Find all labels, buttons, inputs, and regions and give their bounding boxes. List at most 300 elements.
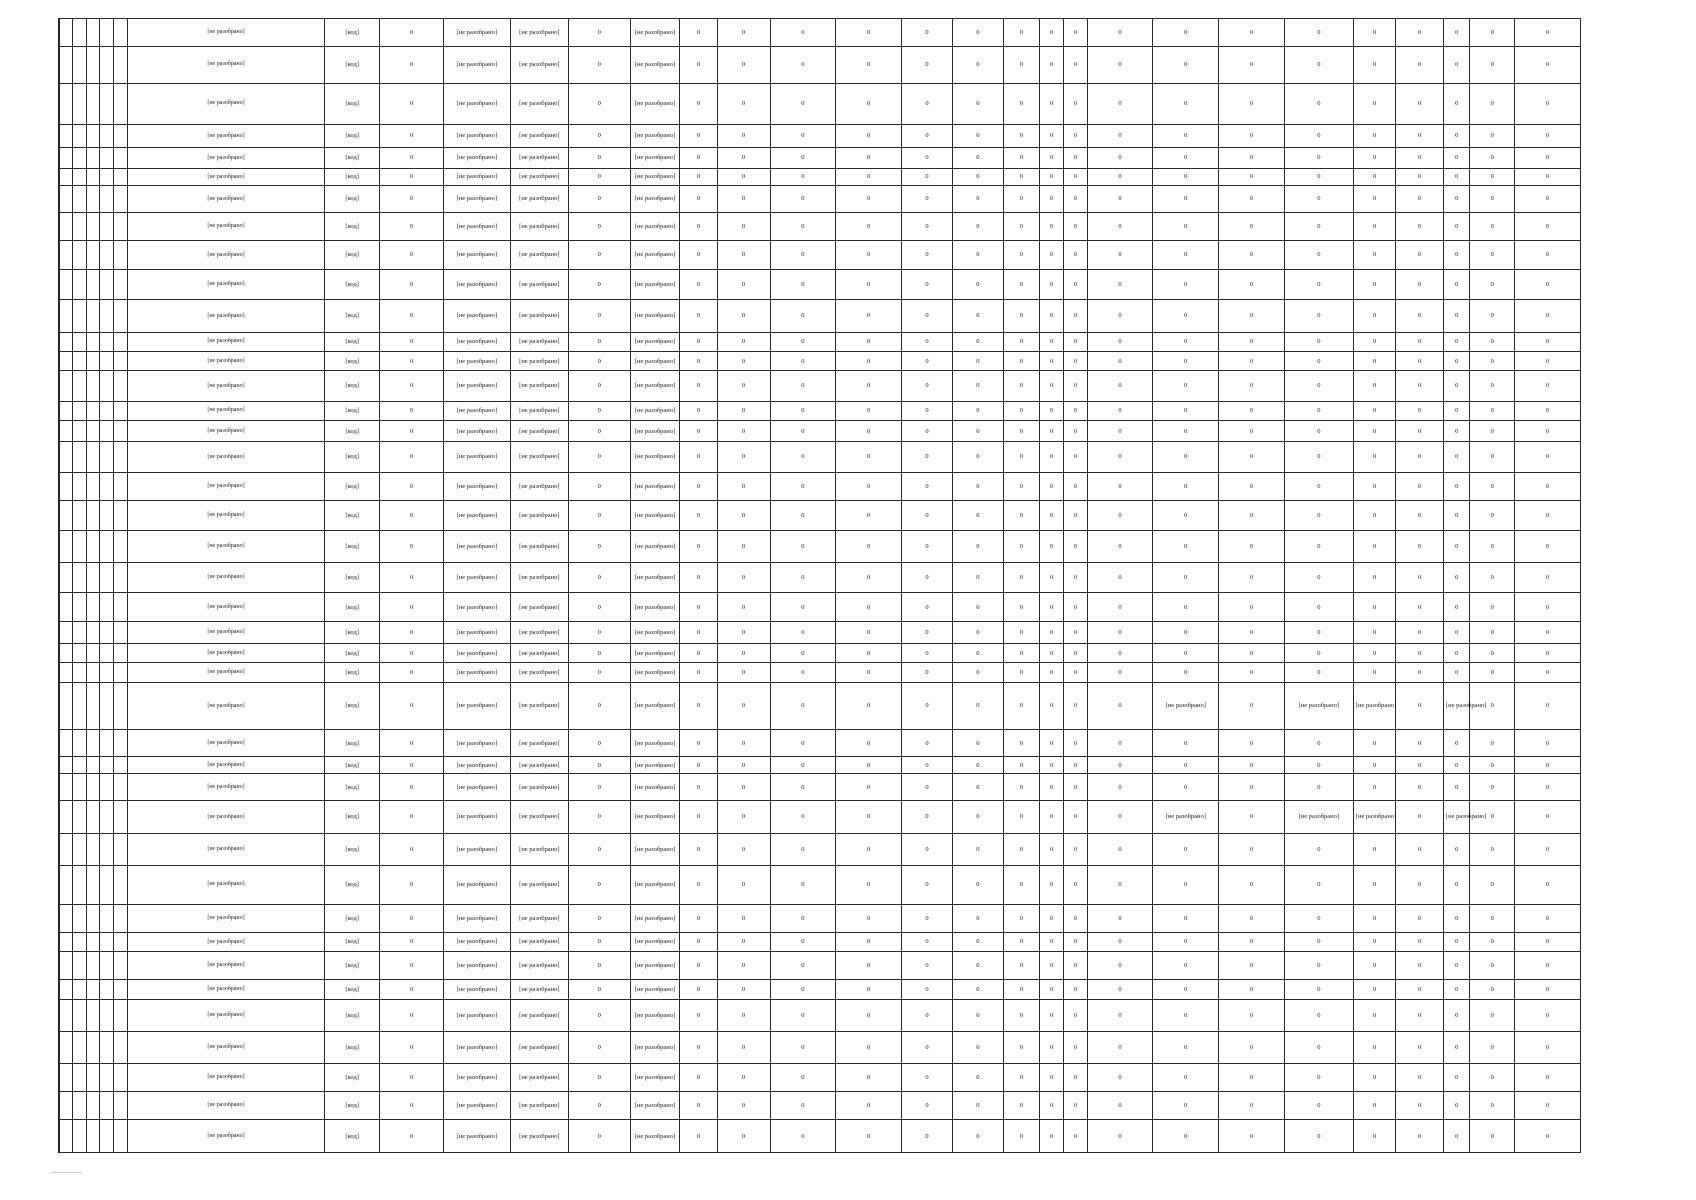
index-cell bbox=[86, 47, 100, 84]
value-cell: 0 bbox=[1396, 472, 1444, 500]
value-cell: 0 bbox=[1396, 442, 1444, 472]
value-cell: 0 bbox=[1003, 270, 1039, 300]
value-cell: [не разобрано] bbox=[510, 186, 568, 213]
value-cell: 0 bbox=[380, 774, 444, 801]
value-cell: 0 bbox=[1443, 500, 1470, 530]
work-name-cell: [не разобрано] bbox=[127, 186, 324, 213]
value-cell: 0 bbox=[1219, 1120, 1285, 1153]
value-cell: 0 bbox=[1003, 124, 1039, 148]
value-cell: 0 bbox=[1353, 999, 1395, 1031]
value-cell: 0 bbox=[1039, 682, 1063, 729]
value-cell: [не разобрано] bbox=[510, 730, 568, 757]
value-cell: 0 bbox=[1284, 904, 1353, 932]
value-cell: 0 bbox=[1284, 212, 1353, 240]
value-cell: 0 bbox=[1515, 1120, 1581, 1153]
value-cell: 0 bbox=[1003, 1120, 1039, 1153]
value-cell: 0 bbox=[680, 730, 717, 757]
index-cell bbox=[114, 442, 128, 472]
value-cell: 0 bbox=[1470, 682, 1515, 729]
index-cell bbox=[114, 1092, 128, 1120]
value-cell: [не разобрано] bbox=[630, 300, 680, 332]
value-cell: 0 bbox=[1064, 212, 1087, 240]
value-cell: 0 bbox=[380, 186, 444, 213]
value-cell: 0 bbox=[1153, 371, 1219, 401]
index-cell bbox=[86, 1064, 100, 1092]
value-cell: 0 bbox=[380, 952, 444, 980]
object-code-cell: [код] bbox=[325, 530, 380, 562]
value-cell: 0 bbox=[380, 240, 444, 269]
value-cell: [не разобрано] bbox=[510, 999, 568, 1031]
index-cell bbox=[86, 371, 100, 401]
value-cell: 0 bbox=[1470, 952, 1515, 980]
value-cell: [не разобрано] bbox=[630, 530, 680, 562]
value-cell: 0 bbox=[1515, 952, 1581, 980]
value-cell: 0 bbox=[680, 865, 717, 904]
value-cell: [не разобрано] bbox=[630, 730, 680, 757]
value-cell: 0 bbox=[1153, 730, 1219, 757]
index-cell bbox=[86, 730, 100, 757]
value-cell: [не разобрано] bbox=[443, 472, 510, 500]
value-cell: 0 bbox=[1470, 593, 1515, 622]
value-cell: 0 bbox=[1087, 801, 1153, 833]
value-cell: 0 bbox=[680, 351, 717, 370]
object-code-cell: [код] bbox=[325, 904, 380, 932]
value-cell: 0 bbox=[1470, 442, 1515, 472]
value-cell: 0 bbox=[1443, 168, 1470, 185]
value-cell: 0 bbox=[1064, 563, 1087, 593]
value-cell: 0 bbox=[1153, 168, 1219, 185]
value-cell: 0 bbox=[717, 730, 770, 757]
value-cell: 0 bbox=[1087, 420, 1153, 442]
value-cell: 0 bbox=[1284, 300, 1353, 332]
value-cell: 0 bbox=[1003, 500, 1039, 530]
value-cell: 0 bbox=[1515, 371, 1581, 401]
value-cell: 0 bbox=[902, 622, 953, 644]
value-cell: 0 bbox=[1219, 1031, 1285, 1063]
value-cell: 0 bbox=[1353, 1092, 1395, 1120]
value-cell: [не разобрано] bbox=[630, 682, 680, 729]
value-cell: [не разобрано] bbox=[510, 563, 568, 593]
value-cell: 0 bbox=[1064, 83, 1087, 124]
value-cell: [не разобрано] bbox=[510, 682, 568, 729]
value-cell: 0 bbox=[1064, 932, 1087, 951]
value-cell: 0 bbox=[1219, 442, 1285, 472]
index-cell bbox=[60, 371, 73, 401]
table-row bbox=[60, 757, 1581, 774]
work-name-cell: [не разобрано] bbox=[127, 148, 324, 168]
table-row bbox=[60, 904, 1581, 932]
value-cell: [не разобрано] bbox=[443, 774, 510, 801]
value-cell: 0 bbox=[1443, 1092, 1470, 1120]
value-cell: 0 bbox=[770, 774, 836, 801]
value-cell: 0 bbox=[1470, 300, 1515, 332]
value-cell: 0 bbox=[1353, 774, 1395, 801]
value-cell: 0 bbox=[680, 593, 717, 622]
value-cell: 0 bbox=[1470, 472, 1515, 500]
value-cell: [не разобрано] bbox=[630, 148, 680, 168]
index-cell bbox=[60, 980, 73, 999]
value-cell: 0 bbox=[836, 332, 902, 351]
value-cell: 0 bbox=[717, 83, 770, 124]
index-cell bbox=[60, 730, 73, 757]
value-cell: 0 bbox=[1353, 332, 1395, 351]
value-cell: 0 bbox=[1039, 904, 1063, 932]
value-cell: [не разобрано] bbox=[443, 1064, 510, 1092]
value-cell: 0 bbox=[1219, 643, 1285, 662]
work-name-cell: [не разобрано] bbox=[127, 371, 324, 401]
value-cell: 0 bbox=[1064, 952, 1087, 980]
index-cell bbox=[114, 472, 128, 500]
value-cell: 0 bbox=[1039, 1092, 1063, 1120]
index-cell bbox=[72, 124, 86, 148]
index-cell bbox=[100, 980, 114, 999]
value-cell: 0 bbox=[1153, 401, 1219, 420]
value-cell: 0 bbox=[1515, 774, 1581, 801]
work-name-cell: [не разобрано] bbox=[127, 833, 324, 865]
value-cell: 0 bbox=[1087, 1031, 1153, 1063]
value-cell: 0 bbox=[380, 300, 444, 332]
value-cell: 0 bbox=[1284, 148, 1353, 168]
value-cell: 0 bbox=[1003, 1092, 1039, 1120]
value-cell: [не разобрано] bbox=[630, 622, 680, 644]
index-cell bbox=[72, 472, 86, 500]
index-cell bbox=[60, 240, 73, 269]
value-cell: [не разобрано] bbox=[510, 774, 568, 801]
value-cell: 0 bbox=[1284, 401, 1353, 420]
index-cell bbox=[86, 801, 100, 833]
value-cell: 0 bbox=[1064, 622, 1087, 644]
value-cell: 0 bbox=[1039, 593, 1063, 622]
value-cell: 0 bbox=[1153, 300, 1219, 332]
index-cell bbox=[60, 47, 73, 84]
value-cell: 0 bbox=[1353, 186, 1395, 213]
value-cell: 0 bbox=[1353, 622, 1395, 644]
value-cell: 0 bbox=[836, 952, 902, 980]
value-cell: 0 bbox=[1515, 300, 1581, 332]
value-cell: 0 bbox=[1039, 83, 1063, 124]
work-name-cell: [не разобрано] bbox=[127, 563, 324, 593]
value-cell: 0 bbox=[1396, 351, 1444, 370]
work-name-cell: [не разобрано] bbox=[127, 774, 324, 801]
index-cell bbox=[72, 904, 86, 932]
value-cell: 0 bbox=[380, 168, 444, 185]
value-cell: 0 bbox=[1515, 932, 1581, 951]
index-cell bbox=[100, 622, 114, 644]
index-cell bbox=[86, 833, 100, 865]
index-cell bbox=[100, 757, 114, 774]
value-cell: 0 bbox=[1219, 865, 1285, 904]
value-cell: 0 bbox=[1284, 420, 1353, 442]
value-cell: 0 bbox=[1064, 643, 1087, 662]
object-code-cell: [код] bbox=[325, 212, 380, 240]
table-row bbox=[60, 401, 1581, 420]
value-cell: 0 bbox=[770, 148, 836, 168]
value-cell: 0 bbox=[1443, 593, 1470, 622]
value-cell: 0 bbox=[569, 332, 631, 351]
value-cell: 0 bbox=[902, 952, 953, 980]
value-cell: 0 bbox=[1219, 240, 1285, 269]
value-cell: [не разобрано] bbox=[510, 47, 568, 84]
value-cell: 0 bbox=[1396, 83, 1444, 124]
value-cell: 0 bbox=[1284, 500, 1353, 530]
value-cell: [не разобрано] bbox=[510, 124, 568, 148]
table-row bbox=[60, 472, 1581, 500]
index-cell bbox=[86, 351, 100, 370]
value-cell: 0 bbox=[1003, 332, 1039, 351]
value-cell: 0 bbox=[952, 47, 1003, 84]
object-code-cell: [код] bbox=[325, 1064, 380, 1092]
value-cell: 0 bbox=[1353, 401, 1395, 420]
value-cell: 0 bbox=[717, 663, 770, 682]
value-cell: 0 bbox=[902, 47, 953, 84]
value-cell: 0 bbox=[770, 833, 836, 865]
table-row bbox=[60, 442, 1581, 472]
value-cell: 0 bbox=[902, 270, 953, 300]
object-code-cell: [код] bbox=[325, 186, 380, 213]
value-cell: [не разобрано] bbox=[443, 622, 510, 644]
value-cell: 0 bbox=[770, 212, 836, 240]
value-cell: [не разобрано] bbox=[630, 168, 680, 185]
value-cell: 0 bbox=[569, 774, 631, 801]
value-cell: 0 bbox=[836, 530, 902, 562]
value-cell: [не разобрано] bbox=[510, 332, 568, 351]
value-cell: 0 bbox=[380, 643, 444, 662]
work-name-cell: [не разобрано] bbox=[127, 801, 324, 833]
value-cell: 0 bbox=[1470, 168, 1515, 185]
value-cell: 0 bbox=[1353, 472, 1395, 500]
value-cell: 0 bbox=[770, 682, 836, 729]
value-cell: 0 bbox=[1219, 904, 1285, 932]
value-cell: 0 bbox=[1064, 124, 1087, 148]
value-cell: 0 bbox=[1443, 757, 1470, 774]
value-cell: 0 bbox=[1396, 801, 1444, 833]
value-cell: [не разобрано] bbox=[630, 332, 680, 351]
index-cell bbox=[114, 148, 128, 168]
value-cell: 0 bbox=[569, 643, 631, 662]
value-cell: 0 bbox=[952, 124, 1003, 148]
value-cell: 0 bbox=[1515, 1064, 1581, 1092]
object-code-cell: [код] bbox=[325, 300, 380, 332]
index-cell bbox=[72, 212, 86, 240]
value-cell: 0 bbox=[1443, 300, 1470, 332]
work-name-cell: [не разобрано] bbox=[127, 270, 324, 300]
value-cell: 0 bbox=[1515, 865, 1581, 904]
value-cell: 0 bbox=[1153, 472, 1219, 500]
value-cell: 0 bbox=[1153, 774, 1219, 801]
value-cell: 0 bbox=[1284, 999, 1353, 1031]
value-cell: 0 bbox=[902, 401, 953, 420]
value-cell: 0 bbox=[836, 999, 902, 1031]
value-cell: 0 bbox=[1284, 1092, 1353, 1120]
value-cell: 0 bbox=[1353, 500, 1395, 530]
value-cell: 0 bbox=[836, 240, 902, 269]
value-cell: 0 bbox=[902, 148, 953, 168]
value-cell: 0 bbox=[380, 212, 444, 240]
value-cell: 0 bbox=[717, 351, 770, 370]
value-cell: 0 bbox=[836, 865, 902, 904]
index-cell bbox=[100, 212, 114, 240]
value-cell: [не разобрано] bbox=[510, 148, 568, 168]
value-cell: 0 bbox=[680, 801, 717, 833]
value-cell: 0 bbox=[1153, 351, 1219, 370]
table-row bbox=[60, 1092, 1581, 1120]
value-cell: 0 bbox=[952, 757, 1003, 774]
value-cell: 0 bbox=[1087, 332, 1153, 351]
index-cell bbox=[72, 757, 86, 774]
object-code-cell: [код] bbox=[325, 563, 380, 593]
value-cell: 0 bbox=[1353, 240, 1395, 269]
value-cell: 0 bbox=[1153, 643, 1219, 662]
table-body bbox=[60, 19, 1581, 1153]
value-cell: [не разобрано] bbox=[443, 212, 510, 240]
index-cell bbox=[60, 622, 73, 644]
work-name-cell: [не разобрано] bbox=[127, 332, 324, 351]
index-cell bbox=[86, 240, 100, 269]
value-cell: 0 bbox=[1219, 980, 1285, 999]
value-cell: 0 bbox=[1515, 682, 1581, 729]
value-cell: 0 bbox=[1353, 730, 1395, 757]
value-cell: 0 bbox=[1039, 168, 1063, 185]
value-cell: 0 bbox=[1470, 83, 1515, 124]
work-name-cell: [не разобрано] bbox=[127, 904, 324, 932]
value-cell: 0 bbox=[1087, 442, 1153, 472]
value-cell: 0 bbox=[1064, 300, 1087, 332]
value-cell: 0 bbox=[1219, 472, 1285, 500]
value-cell: 0 bbox=[380, 47, 444, 84]
value-cell: 0 bbox=[1219, 593, 1285, 622]
value-cell: 0 bbox=[569, 1031, 631, 1063]
value-cell: 0 bbox=[1284, 833, 1353, 865]
value-cell: 0 bbox=[836, 833, 902, 865]
value-cell: 0 bbox=[770, 270, 836, 300]
index-cell bbox=[100, 663, 114, 682]
value-cell: 0 bbox=[1039, 999, 1063, 1031]
value-cell: 0 bbox=[1284, 442, 1353, 472]
value-cell: 0 bbox=[680, 401, 717, 420]
value-cell: 0 bbox=[717, 300, 770, 332]
value-cell: [не разобрано] bbox=[443, 801, 510, 833]
value-cell: 0 bbox=[1284, 47, 1353, 84]
index-cell bbox=[86, 622, 100, 644]
index-cell bbox=[100, 500, 114, 530]
value-cell: 0 bbox=[836, 801, 902, 833]
index-cell bbox=[100, 19, 114, 47]
index-cell bbox=[100, 124, 114, 148]
value-cell: 0 bbox=[380, 1064, 444, 1092]
value-cell: 0 bbox=[1039, 420, 1063, 442]
index-cell bbox=[60, 1064, 73, 1092]
value-cell: 0 bbox=[836, 420, 902, 442]
value-cell: 0 bbox=[717, 500, 770, 530]
value-cell: 0 bbox=[1284, 643, 1353, 662]
value-cell: [не разобрано] bbox=[510, 19, 568, 47]
value-cell: [не разобрано] bbox=[1443, 801, 1470, 833]
value-cell: 0 bbox=[952, 801, 1003, 833]
value-cell: 0 bbox=[717, 980, 770, 999]
object-code-cell: [код] bbox=[325, 1031, 380, 1063]
value-cell: 0 bbox=[380, 865, 444, 904]
index-cell bbox=[100, 1120, 114, 1153]
value-cell: 0 bbox=[1284, 1031, 1353, 1063]
value-cell: 0 bbox=[1064, 865, 1087, 904]
value-cell: 0 bbox=[902, 371, 953, 401]
index-cell bbox=[86, 83, 100, 124]
value-cell: [не разобрано] bbox=[443, 300, 510, 332]
value-cell: 0 bbox=[1353, 1031, 1395, 1063]
value-cell: 0 bbox=[1087, 563, 1153, 593]
work-name-cell: [не разобрано] bbox=[127, 472, 324, 500]
value-cell: 0 bbox=[1039, 500, 1063, 530]
value-cell: 0 bbox=[1515, 757, 1581, 774]
value-cell: 0 bbox=[680, 332, 717, 351]
value-cell: 0 bbox=[836, 593, 902, 622]
value-cell: 0 bbox=[902, 833, 953, 865]
value-cell: 0 bbox=[1064, 904, 1087, 932]
value-cell: 0 bbox=[1396, 530, 1444, 562]
value-cell: 0 bbox=[1153, 1064, 1219, 1092]
value-cell: 0 bbox=[1219, 83, 1285, 124]
value-cell: [не разобрано] bbox=[443, 148, 510, 168]
scan-artifact bbox=[52, 1172, 82, 1173]
value-cell: [не разобрано] bbox=[443, 351, 510, 370]
value-cell: 0 bbox=[1284, 332, 1353, 351]
value-cell: 0 bbox=[1396, 593, 1444, 622]
value-cell: 0 bbox=[1353, 865, 1395, 904]
index-cell bbox=[72, 19, 86, 47]
value-cell: 0 bbox=[1470, 530, 1515, 562]
table-row bbox=[60, 952, 1581, 980]
value-cell: 0 bbox=[1353, 563, 1395, 593]
value-cell: 0 bbox=[836, 401, 902, 420]
value-cell: [не разобрано] bbox=[510, 593, 568, 622]
index-cell bbox=[60, 212, 73, 240]
value-cell: 0 bbox=[1470, 999, 1515, 1031]
index-cell bbox=[60, 757, 73, 774]
index-cell bbox=[60, 351, 73, 370]
index-cell bbox=[86, 401, 100, 420]
value-cell: 0 bbox=[770, 420, 836, 442]
index-cell bbox=[114, 168, 128, 185]
value-cell: 0 bbox=[1219, 622, 1285, 644]
index-cell bbox=[86, 168, 100, 185]
index-cell bbox=[114, 932, 128, 951]
value-cell: 0 bbox=[1003, 865, 1039, 904]
table-row bbox=[60, 593, 1581, 622]
value-cell: 0 bbox=[1153, 124, 1219, 148]
value-cell: 0 bbox=[902, 1031, 953, 1063]
value-cell: 0 bbox=[770, 47, 836, 84]
value-cell: 0 bbox=[1443, 332, 1470, 351]
value-cell: 0 bbox=[1064, 401, 1087, 420]
value-cell: 0 bbox=[380, 833, 444, 865]
index-cell bbox=[60, 1092, 73, 1120]
value-cell: 0 bbox=[1087, 643, 1153, 662]
value-cell: 0 bbox=[1003, 932, 1039, 951]
value-cell: 0 bbox=[1515, 401, 1581, 420]
index-cell bbox=[114, 371, 128, 401]
work-name-cell: [не разобрано] bbox=[127, 401, 324, 420]
value-cell: 0 bbox=[1153, 186, 1219, 213]
value-cell: 0 bbox=[1219, 186, 1285, 213]
index-cell bbox=[100, 148, 114, 168]
value-cell: 0 bbox=[1219, 420, 1285, 442]
value-cell: 0 bbox=[1219, 270, 1285, 300]
value-cell: [не разобрано] bbox=[630, 801, 680, 833]
index-cell bbox=[100, 1064, 114, 1092]
value-cell: 0 bbox=[1219, 833, 1285, 865]
value-cell: [не разобрано] bbox=[443, 19, 510, 47]
value-cell: 0 bbox=[1087, 663, 1153, 682]
